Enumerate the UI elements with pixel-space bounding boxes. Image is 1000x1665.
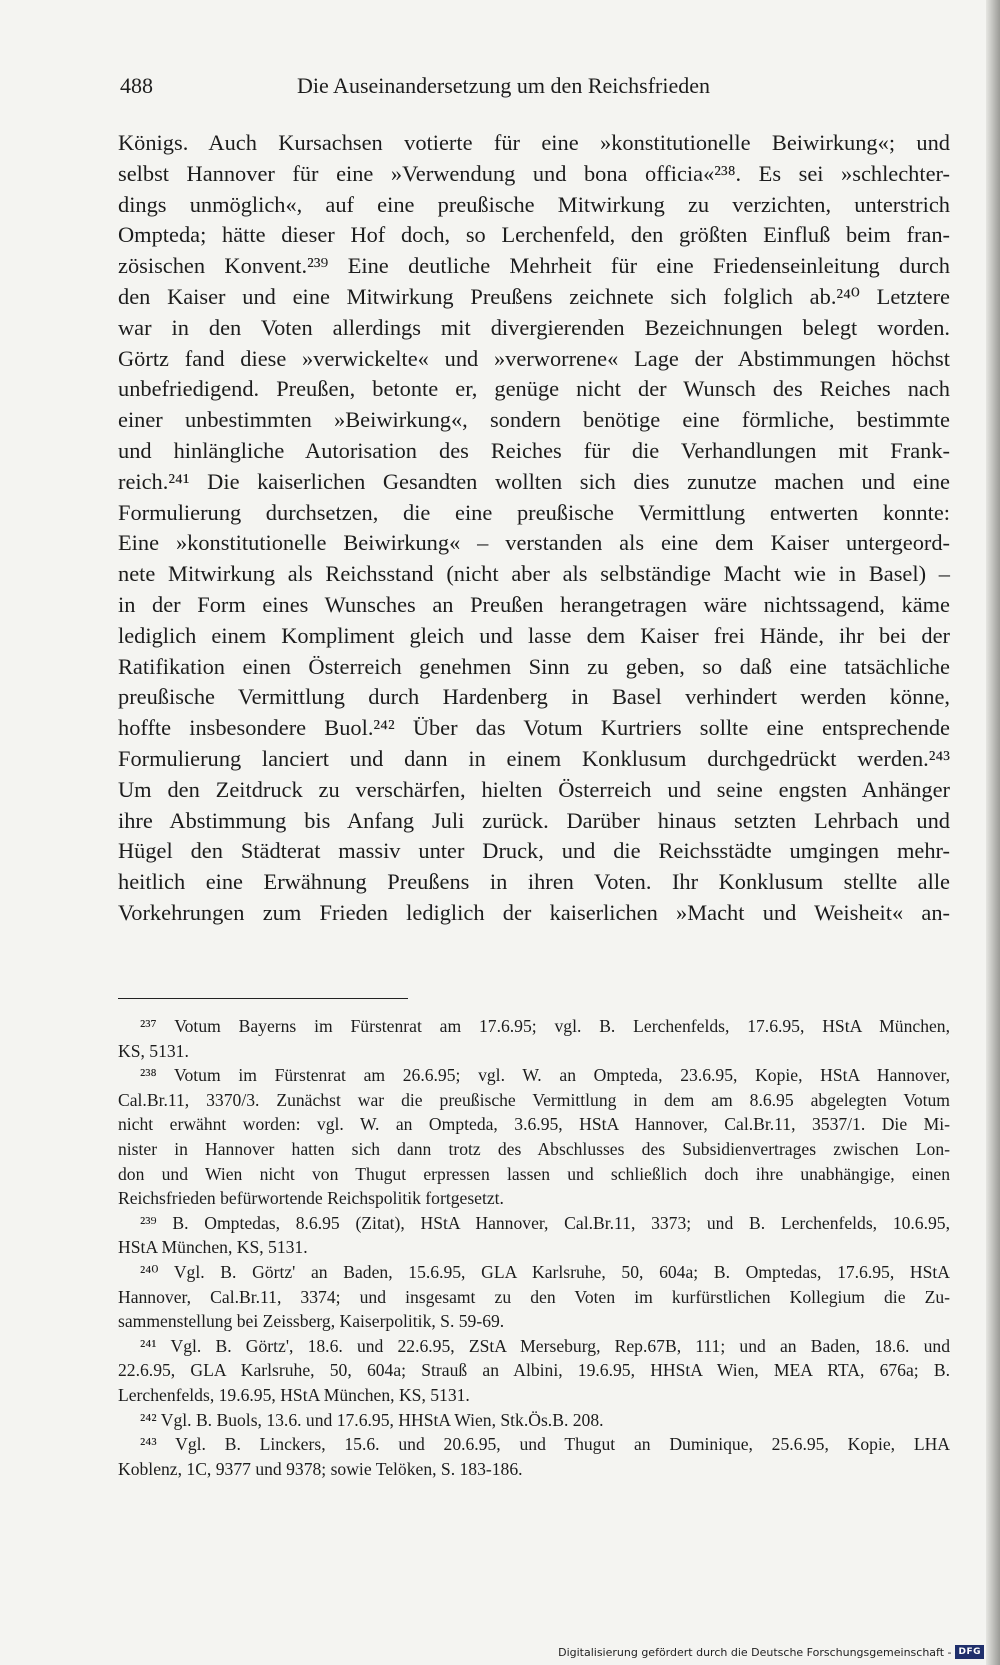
text-line: selbst Hannover für eine »Verwendung und bona officia«²³⁸. Es sei »schlechter- (118, 160, 950, 186)
footnote-line: KS, 5131. (118, 1040, 189, 1061)
text-line: war in den Voten allerdings mit divergierenden Bezeichnungen belegt worden. (118, 314, 950, 340)
footnote-line: ²³⁸ Votum im Fürstenrat am 26.6.95; vgl. W. an Ompteda, 23.6.95, Kopie, HStA Hannover, (140, 1065, 950, 1086)
text-line: Görtz fand diese »verwickelte« und »verworrene« Lage der Abstimmungen höchst (118, 345, 950, 371)
footnote-line: Cal.Br.11, 3370/3. Zunächst war die preußische Vermittlung in dem am 8.6.95 abgelegten Votum (118, 1089, 950, 1110)
page-edge-shadow (986, 0, 1000, 1665)
text-line: Vorkehrungen zum Frieden lediglich der kaiserlichen »Macht und Weisheit« an- (118, 899, 950, 925)
footnote-line: ²³⁹ B. Omptedas, 8.6.95 (Zitat), HStA Hannover, Cal.Br.11, 3373; und B. Lerchenfelds, 10.6.95, (140, 1212, 950, 1233)
footnote-line: Reichsfrieden befürwortende Reichspolitik fortgesetzt. (118, 1188, 504, 1209)
text-line: lediglich einem Kompliment gleich und lasse dem Kaiser frei Hände, ihr bei der (118, 622, 950, 648)
footnote-line: nicht erwähnt worden: vgl. W. an Ompteda, 3.6.95, HStA Hannover, Cal.Br.11, 3537/1. Die Mi- (118, 1114, 950, 1135)
text-line: Hügel den Städterat massiv unter Druck, und die Reichsstädte umgingen mehr- (118, 838, 950, 864)
text-line: und hinlängliche Autorisation des Reiches für die Verhandlungen mit Frank- (118, 437, 950, 463)
page-number: 488 (120, 73, 153, 98)
text-line: unbefriedigend. Preußen, betonte er, genüge nicht der Wunsch des Reiches nach (118, 376, 950, 402)
footnote-separator (118, 998, 408, 999)
text-line: heitlich eine Erwähnung Preußens in ihren Voten. Ihr Konklusum stellte alle (118, 869, 950, 895)
footnote-line: ²⁴² Vgl. B. Buols, 13.6. und 17.6.95, HHStA Wien, Stk.Ös.B. 208. (140, 1409, 604, 1430)
footnote-line: Koblenz, 1C, 9377 und 9378; sowie Telöken, S. 183-186. (118, 1458, 523, 1479)
text-line: preußische Vermittlung durch Hardenberg in Basel verhindert werden könne, (118, 684, 950, 710)
text-line: Um den Zeitdruck zu verschärfen, hielten Österreich und seine engsten Anhänger (118, 776, 950, 802)
footnote-line: ²⁴⁰ Vgl. B. Görtz' an Baden, 15.6.95, GLA Karlsruhe, 50, 604a; B. Omptedas, 17.6.95, HStA (140, 1261, 950, 1282)
footnote-line: ²⁴³ Vgl. B. Linckers, 15.6. und 20.6.95, und Thugut an Duminique, 25.6.95, Kopie, LHA (140, 1434, 950, 1455)
footnote-line: 22.6.95, GLA Karlsruhe, 50, 604a; Strauß an Albini, 19.6.95, HHStA Wien, MEA RTA, 676a; B. (118, 1360, 950, 1381)
text-line: Ompteda; hätte dieser Hof doch, so Lerchenfeld, den größten Einfluß beim fran- (118, 222, 950, 248)
text-line: nete Mitwirkung als Reichsstand (nicht aber als selbständige Macht wie in Basel) – (118, 561, 950, 587)
dfg-logo: DFG (955, 1645, 984, 1659)
text-line: Eine »konstitutionelle Beiwirkung« – verstanden als eine dem Kaiser untergeord- (118, 530, 950, 556)
footnote-line: ²⁴¹ Vgl. B. Görtz', 18.6. und 22.6.95, ZStA Merseburg, Rep.67B, 111; und an Baden, 18.6. und (140, 1335, 950, 1356)
footnote-line: Lerchenfelds, 19.6.95, HStA München, KS, 5131. (118, 1384, 470, 1405)
footnote-line: Hannover, Cal.Br.11, 3374; und insgesamt zu den Voten im kurfürstlichen Kollegium die Zu- (118, 1286, 950, 1307)
text-line: dings unmöglich«, auf eine preußische Mitwirkung zu verzichten, unterstrich (118, 191, 950, 217)
text-line: hoffte insbesondere Buol.²⁴² Über das Votum Kurtriers sollte eine entsprechende (118, 715, 950, 741)
text-line: einer unbestimmten »Beiwirkung«, sondern benötige eine förmliche, bestimmte (118, 407, 950, 433)
text-line: in der Form eines Wunsches an Preußen herangetragen wäre nichtssagend, käme (118, 591, 950, 617)
text-line: Formulierung lanciert und dann in einem Konklusum durchgedrückt werden.²⁴³ (118, 745, 950, 771)
text-line: ihre Abstimmung bis Anfang Juli zurück. Darüber hinaus setzten Lehrbach und (118, 807, 950, 833)
footnote-line: sammenstellung bei Zeissberg, Kaiserpolitik, S. 59-69. (118, 1311, 505, 1332)
text-line: den Kaiser und eine Mitwirkung Preußens zeichnete sich folglich ab.²⁴⁰ Letztere (118, 283, 950, 309)
text-line: reich.²⁴¹ Die kaiserlichen Gesandten wollten sich dies zunutze machen und eine (118, 468, 950, 494)
footnotes (118, 1014, 950, 1481)
text-line: Ratifikation einen Österreich genehmen Sinn zu geben, so daß eine tatsächliche (118, 653, 950, 679)
footer-credit: Digitalisierung gefördert durch die Deutsche Forschungsgemeinschaft - (558, 1645, 952, 1659)
text-line: Königs. Auch Kursachsen votierte für eine »konstitutionelle Beiwirkung«; und (118, 130, 950, 155)
body-text (118, 128, 950, 929)
footnote-line: HStA München, KS, 5131. (118, 1237, 308, 1258)
text-line: zösischen Konvent.²³⁹ Eine deutliche Mehrheit für eine Friedenseinleitung durch (118, 253, 950, 279)
footer (558, 1645, 984, 1659)
footnote-line: don und Wien nicht von Thugut erpressen lassen und schließlich doch ihre unabhängige, einen (118, 1163, 950, 1184)
footnote-line: ²³⁷ Votum Bayerns im Fürstenrat am 17.6.95; vgl. B. Lerchenfelds, 17.6.95, HStA München, (140, 1016, 950, 1036)
running-title: Die Auseinandersetzung um den Reichsfrieden (297, 73, 710, 98)
text-line: Formulierung durchsetzen, die eine preußische Vermittlung entwerten konnte: (118, 499, 950, 525)
footnote-line: nister in Hannover hatten sich dann trotz des Abschlusses des Subsidienvertrages zwischen Lon- (118, 1138, 950, 1159)
